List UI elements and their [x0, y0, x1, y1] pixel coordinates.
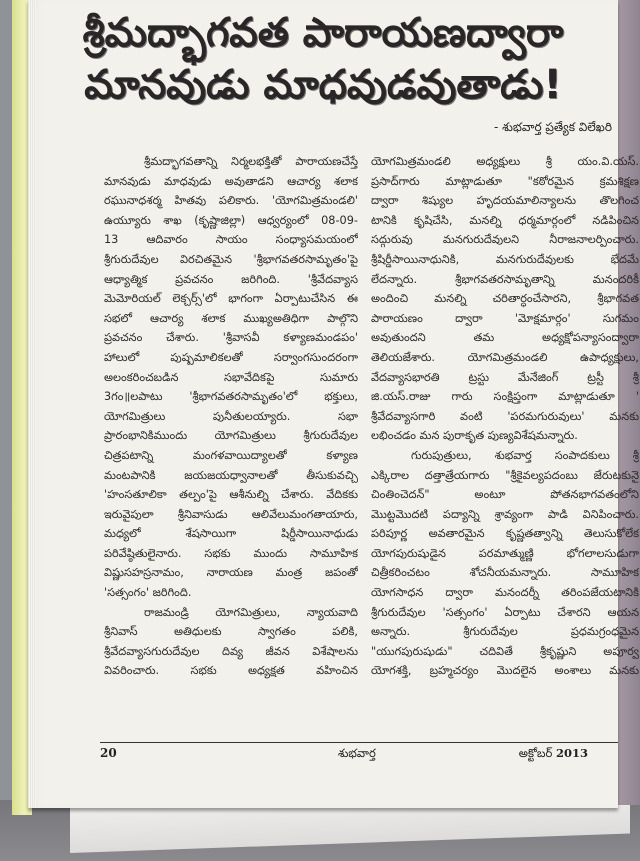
text-line: గురుపుత్రులు, శుభవార్త సంపాదకులు శ్రీ — [411, 448, 639, 462]
text-line: తెలియజేశారు. యోగమిత్రమండలి ఉపాధ్యక్షులు, — [371, 350, 639, 364]
text-line: శ్రీగురుదేవుల విరచితమైన 'శ్రీభాగవతరసామృతం'పై — [104, 252, 358, 266]
text-line: శ్రీవేదవ్యాసగారి వంటి 'పరమగురువులు' మనకు — [371, 409, 639, 423]
scanner-edge — [0, 0, 12, 800]
text-line: యోగసాధన ద్వారా మనందర్నీ తరింపజేయటానికి — [371, 586, 639, 600]
text-line: ఆధ్యాత్మిక ప్రవచనం జరిగింది. 'శ్రీవేదవ్యాస — [104, 272, 358, 286]
page-stack-edge — [28, 0, 36, 808]
text-line: శ్రీషిర్డీసాయినాధునికి, మనగురుదేవులకు భేదమే — [371, 252, 639, 266]
text-line: మెమోరియల్ లెక్చర్స్'లో భాగంగా ఏర్పాటుచేసిన ఈ — [104, 292, 358, 306]
text-line: 3గం॥లపాటు 'శ్రీభాగవతరసామృతం'లో భక్తులు, — [104, 390, 358, 404]
text-line: మధ్యలో శేషసాయిగా షిర్డీసాయినాధుడు — [104, 527, 358, 541]
text-line: టానికి కృషిచేసి, మనల్ని ధర్మమార్గంలో నడిపించిన — [371, 213, 639, 227]
issue-year: 2013 — [555, 746, 588, 760]
issue-date — [519, 746, 588, 763]
text-line: రఘునాధశర్మ హితవు పలికారు. 'యోగమిత్రమండలి' — [104, 194, 358, 208]
text-line: హాలులో పుష్పమాలికలతో సర్వాంగసుందరంగా — [104, 350, 358, 364]
text-line: 13 ఆదివారం సాయం సంధ్యాసమయంలో — [104, 233, 358, 247]
article-byline: - శుభవార్త ప్రత్యేక విలేఖరి — [493, 120, 612, 134]
text-line: పరివేష్ఠితులైనారు. సభకు ముందు సామూహిక — [104, 546, 358, 560]
text-line: ఎక్కిరాల దత్తాత్రేయగారు "శ్రీకైవల్యపదంబు జేరుటకునై — [371, 468, 639, 482]
magazine-name: శుభవార్త — [338, 746, 376, 760]
article-title-line-2: మానవుడు మాధవుడవుతాడు! — [84, 62, 562, 108]
issue-month: అక్టోబర్ — [518, 746, 553, 760]
text-line: ప్రారంభానికిముందు యోగమిత్రులు శ్రీగురుదేవుల — [104, 429, 358, 443]
text-line: "యుగపురుషుడు" చదివితే శ్రీకృష్ణుని అపూర్వ — [371, 644, 639, 658]
text-line: చిత్రపటాన్ని మంగళవాయిద్యాలతో కళ్యాణ — [104, 448, 358, 462]
page-number: 20 — [100, 746, 117, 760]
text-line: వివరించారు. సభకు అధ్యక్షత వహించిన — [104, 664, 358, 678]
text-line: లేదన్నారు. శ్రీభాగవతరసామృతాన్ని మనందరికీ — [371, 272, 639, 286]
text-line: యోగమిత్రమండలి అధ్యక్షులు శ్రీ యం.వి.యస్. — [371, 155, 639, 168]
text-line: యోగశక్తి, బ్రహ్మచర్యం మొదలైన అంశాలు మనకు — [371, 664, 639, 678]
text-line: మొట్టమొదటి పద్యాన్ని శ్రావ్యంగా పాడి వినిపించారు. — [371, 507, 639, 521]
paragraph — [104, 152, 358, 603]
text-line: మానవుడు మాధవుడు అవుతాడని ఆచార్య శలాక — [104, 174, 358, 188]
right-column — [371, 152, 639, 681]
paragraph — [371, 446, 639, 681]
text-line: వేదవ్యాసభారతి ట్రస్టు మేనేజింగ్ ట్రస్టీ శ్రీ — [371, 370, 639, 384]
text-line: యోగమిత్రులు పునీతులయ్యారు. సభా — [104, 409, 358, 423]
text-line: శ్రీవేదవ్యాసగురుదేవుల దివ్య జీవన విశేషాలను — [104, 644, 358, 658]
text-line: ద్వారా శిష్యుల హృదయమాలిన్యాలను తొలగించ — [371, 194, 639, 208]
text-line: శ్రీమద్భాగవతాన్ని నిర్మలభక్తితో పారాయణచేస్తే — [144, 155, 358, 168]
text-line: సభలో ఆచార్య శలాక ముఖ్యఅతిధిగా పాల్గొని — [104, 311, 358, 325]
text-line: 'సత్సంగం' జరిగింది. — [104, 586, 192, 600]
text-line: యోగపురుషుడైన పరమాత్ముణ్ణి భోగలాలసుడుగా — [371, 546, 639, 560]
text-line: ప్రవచనం చేశారు. 'శ్రీవాసవీ కళ్యాణమండపం' — [104, 331, 358, 345]
text-line: రాజమండ్రి యోగమిత్రులు, న్యాయవాది — [144, 605, 358, 619]
text-line: మంటపానికి జయజయధ్వానాలతో తీసుకువచ్చి — [104, 468, 358, 482]
text-line: చిత్రీకరించటం శోచనీయమన్నారు. సామూహిక — [371, 566, 639, 580]
text-line: ఇరువైపులా శ్రీనివాసుడు ఆలివేలుమంగతాయారు, — [104, 507, 358, 521]
article-title-line-1: శ్రీమద్భాగవత పారాయణద్వారా — [82, 10, 564, 56]
magazine-page — [28, 0, 639, 808]
text-line: అలంకరించబడిన సభావేదికపై సుమారు — [104, 370, 358, 384]
text-line: విష్ణుసహస్రనామం, నారాయణ మంత్ర జపంతో — [104, 566, 358, 580]
text-line: అన్నారు. శ్రీగురుదేవుల ప్రధమగ్రంధమైన — [371, 625, 639, 639]
text-line: అవుతుందని తమ అధ్యక్షోపన్యాసంద్వారా — [371, 331, 639, 345]
text-line: ఉయ్యూరు శాఖ (కృష్ణాజిల్లా) ఆధ్వర్యంలో 08-09- — [104, 213, 358, 227]
text-line: సద్గురువు మనగురుదేవులని నీరాజనాలర్పించారు. — [371, 233, 639, 247]
text-line: చింతించెదన్" అంటూ పోతనభాగవతంలోని — [371, 488, 639, 502]
paragraph — [104, 603, 358, 681]
footer-divider — [100, 742, 618, 743]
text-line: 'హంసతూలికా తల్పం'పై ఆశీనుల్ని చేశారు. వేదికకు — [104, 488, 358, 502]
text-line: పరిపూర్ణ అవతారమైన కృష్ణతత్వాన్ని తెలుసుకోలేక — [371, 527, 639, 541]
text-line: పారాయణం ద్వారా 'మోక్షమార్గం' సుగమం — [371, 311, 639, 325]
text-line: లభించడం మన పురాకృత పుణ్యవిశేషమన్నారు. — [371, 429, 578, 443]
text-line: శ్రీగురుదేవుల 'సత్సంగం' ఏర్పాటు చేశారని ఆయన — [371, 605, 639, 619]
text-line: ప్రసాద్‌గారు మాట్లాడుతూ "కఠోరమైన క్రమశిక్షణ — [371, 174, 639, 188]
left-column — [104, 152, 358, 681]
text-line: శ్రీనివాస్ అతిధులకు స్వాగతం పలికి, — [104, 625, 358, 639]
text-line: జి.యస్.రాజు గారు సంక్షిప్తంగా మాట్లాడుతూ ' — [371, 390, 639, 404]
paragraph — [371, 152, 639, 446]
text-line: అందించి మనల్ని చరితార్ధంచేసారని, శ్రీభాగవత — [371, 292, 639, 306]
